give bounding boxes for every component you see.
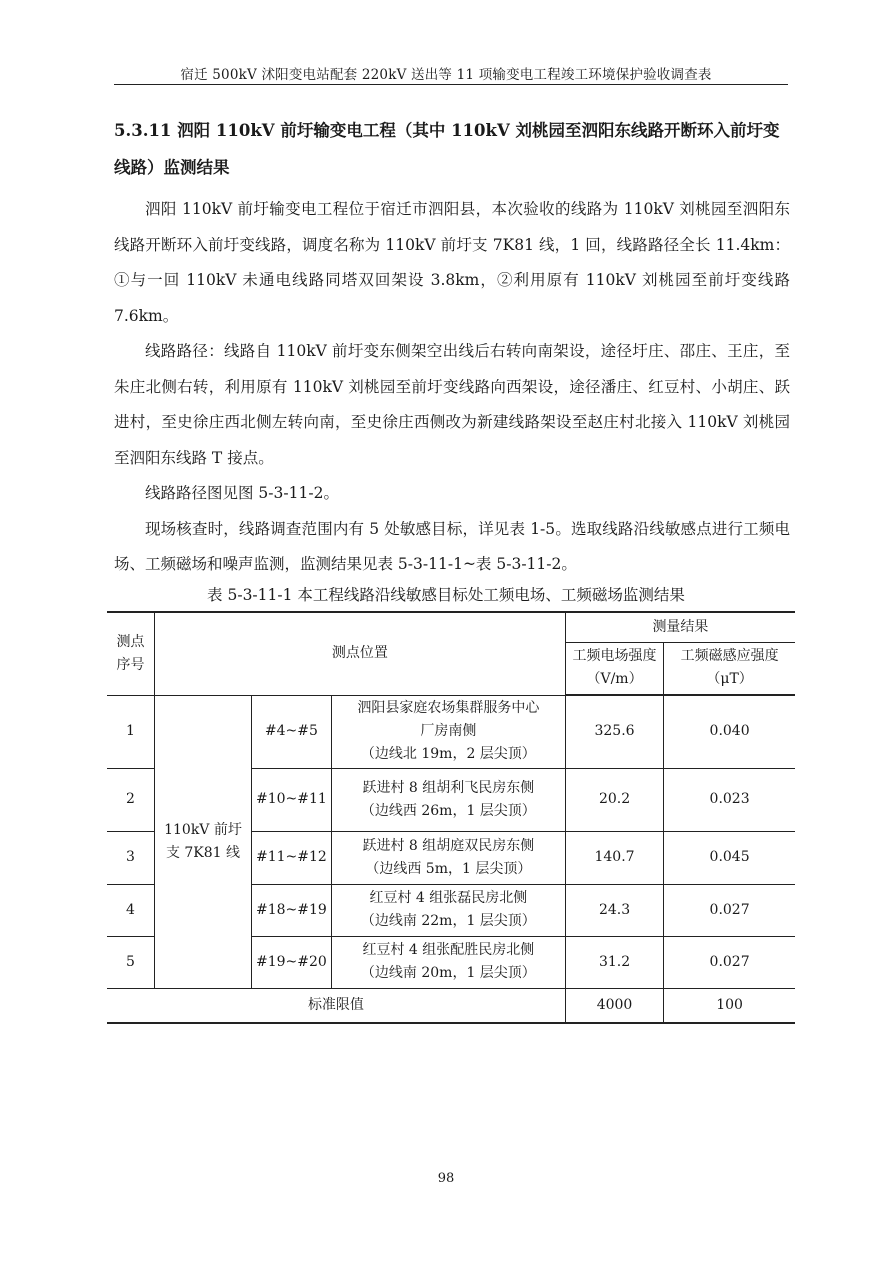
row-b-field: 0.023 [664, 768, 795, 831]
table-limit-row [107, 988, 795, 1023]
row-tower: #18~#19 [252, 884, 332, 936]
row-b-field: 0.027 [664, 936, 795, 988]
row-b-field: 0.040 [664, 695, 795, 768]
paragraph-monitoring: 现场核查时，线路调查范围内有 5 处敏感目标，详见表 1-5。选取线路沿线敏感点进行工频电场、工频磁场和噪声监测，监测结果见表 5-3-11-1~表 5-3-11-2。 [114, 519, 790, 573]
header-location: 测点位置 [154, 612, 565, 695]
row-tower: #19~#20 [252, 936, 332, 988]
row-location: 红豆村 4 组张磊民房北侧 （边线南 22m，1 层尖顶） [331, 884, 565, 936]
row-seq: 3 [107, 831, 154, 884]
page-header: 宿迁 500kV 沭阳变电站配套 220kV 送出等 11 项输变电工程竣工环境保护验收调查表 [180, 67, 712, 83]
header-seq: 测点 序号 [107, 612, 154, 695]
row-e-field: 20.2 [565, 768, 663, 831]
row-seq: 5 [107, 936, 154, 988]
row-location: 跃进村 8 组胡利飞民房东侧 （边线西 26m，1 层尖顶） [331, 768, 565, 831]
row-seq: 4 [107, 884, 154, 936]
paragraph-route-figure: 线路路径图见图 5-3-11-2。 [145, 484, 339, 502]
row-e-field: 325.6 [565, 695, 663, 768]
table-row [107, 695, 795, 768]
body-text [114, 192, 790, 583]
row-e-field: 24.3 [565, 884, 663, 936]
row-tower: #10~#11 [252, 768, 332, 831]
page-number: 98 [437, 1171, 455, 1186]
row-seq: 1 [107, 695, 154, 768]
limit-b-field: 100 [664, 988, 795, 1023]
line-name-cell: 110kV 前圩 支 7K81 线 [154, 695, 251, 988]
row-seq: 2 [107, 768, 154, 831]
row-e-field: 140.7 [565, 831, 663, 884]
limit-e-field: 4000 [565, 988, 663, 1023]
paragraph-overview: 泗阳 110kV 前圩输变电工程位于宿迁市泗阳县，本次验收的线路为 110kV 刘桃园至泗阳东线路开断环入前圩变线路，调度名称为 110kV 前圩支 7K81 线，1 回，线路路径全长 11.4km：①与一回 110kV 未通电线路同塔双回架设 3.8km，②利用原有 110kV 刘桃园至前圩变线路 7.6km。 [114, 200, 790, 325]
monitoring-table [107, 611, 795, 1024]
row-location: 泗阳县家庭农场集群服务中心 厂房南侧 （边线北 19m，2 层尖顶） [331, 695, 565, 768]
header-b-field: 工频磁感应强度 （μT） [664, 642, 795, 695]
table-header-row [107, 612, 795, 642]
header-result: 测量结果 [565, 612, 795, 642]
paragraph-route: 线路路径：线路自 110kV 前圩变东侧架空出线后右转向南架设，途径圩庄、邵庄、王庄，至朱庄北侧右转，利用原有 110kV 刘桃园至前圩变线路向西架设，途径潘庄、红豆村、小胡庄、跃进村，至史徐庄西北侧左转向南，至史徐庄西侧改为新建线路架设至赵庄村北接入 110kV 刘桃园至泗阳东线路 T 接点。 [114, 342, 790, 467]
row-location: 跃进村 8 组胡庭双民房东侧 （边线西 5m，1 层尖顶） [331, 831, 565, 884]
header-divider [114, 84, 788, 85]
row-b-field: 0.027 [664, 884, 795, 936]
row-e-field: 31.2 [565, 936, 663, 988]
row-b-field: 0.045 [664, 831, 795, 884]
table-caption: 表 5-3-11-1 本工程线路沿线敏感目标处工频电场、工频磁场监测结果 [207, 586, 685, 604]
row-tower: #4~#5 [252, 695, 332, 768]
row-location: 红豆村 4 组张配胜民房北侧 （边线南 20m，1 层尖顶） [331, 936, 565, 988]
header-e-field: 工频电场强度 （V/m） [565, 642, 663, 695]
limit-label: 标准限值 [107, 988, 565, 1023]
section-title: 5.3.11 泗阳 110kV 前圩输变电工程（其中 110kV 刘桃园至泗阳东线路开断环入前圩变线路）监测结果 [114, 121, 780, 177]
row-tower: #11~#12 [252, 831, 332, 884]
